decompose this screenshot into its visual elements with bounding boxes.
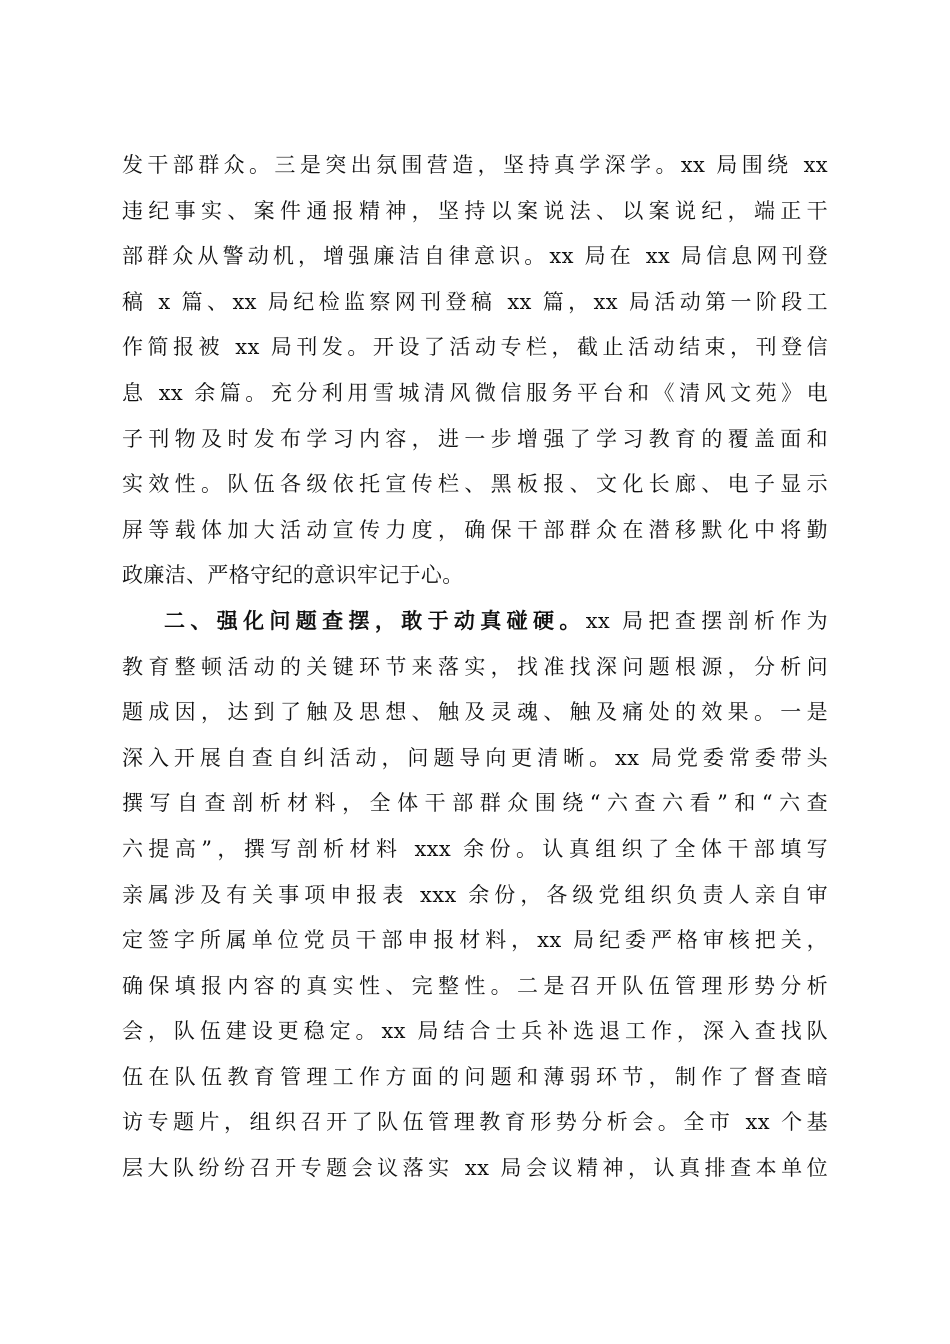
text-line: 稿 x 篇、xx 局纪检监察网刊登稿 xx 篇，xx 局活动第一阶段工	[122, 289, 828, 314]
text-line: 作简报被 xx 局刊发。开设了活动专栏，截止活动结束，刊登信	[122, 335, 828, 360]
text-fragment: xx 局把查摆剖析作为	[585, 608, 828, 633]
text-line: 六提高”，撰写剖析材料 xxx 余份。认真组织了全体干部填写	[122, 836, 828, 861]
text-line: 息 xx 余篇。充分利用雪城清风微信服务平台和《清风文苑》电	[122, 380, 828, 405]
text-line: 深入开展自查自纠活动，问题导向更清晰。xx 局党委常委带头	[122, 745, 828, 770]
text-line: 子刊物及时发布学习内容，进一步增强了学习教育的覆盖面和	[122, 426, 828, 451]
section-heading: 二、强化问题查摆，敢于动真碰硬。	[164, 608, 586, 633]
text-line: 屏等载体加大活动宣传力度，确保干部群众在潜移默化中将勤	[122, 517, 828, 542]
text-line: 题成因，达到了触及思想、触及灵魂、触及痛处的效果。一是	[122, 700, 828, 725]
text-line: 确保填报内容的真实性、完整性。二是召开队伍管理形势分析	[122, 973, 828, 998]
text-line: 亲属涉及有关事项申报表 xxx 余份，各级党组织负责人亲自审	[122, 882, 828, 907]
text-line: 发干部群众。三是突出氛围营造，坚持真学深学。xx 局围绕 xx	[122, 153, 828, 177]
text-line: 教育整顿活动的关键环节来落实，找准找深问题根源，分析问	[122, 654, 828, 679]
text-line: 访专题片，组织召开了队伍管理教育形势分析会。全市 xx 个基	[122, 1110, 828, 1135]
text-line: 撰写自查剖析材料，全体干部群众围绕“六查六看”和“六查	[122, 791, 828, 816]
text-line: 部群众从警动机，增强廉洁自律意识。xx 局在 xx 局信息网刊登	[122, 244, 828, 269]
section-heading-line	[122, 599, 828, 645]
text-line: 实效性。队伍各级依托宣传栏、黑板报、文化长廊、电子显示	[122, 472, 828, 497]
text-line: 定签字所属单位党员干部申报材料，xx 局纪委严格审核把关，	[122, 928, 828, 953]
text-line: 违纪事实、案件通报精神，坚持以案说法、以案说纪，端正干	[122, 198, 828, 223]
text-line: 政廉洁、严格守纪的意识牢记于心。	[122, 563, 464, 588]
body-text	[122, 143, 828, 1192]
text-line: 伍在队伍教育管理工作方面的问题和薄弱环节，制作了督查暗	[122, 1064, 828, 1089]
text-line: 会，队伍建设更稳定。xx 局结合士兵补选退工作，深入查找队	[122, 1019, 828, 1044]
text-line: 层大队纷纷召开专题会议落实 xx 局会议精神，认真排查本单位	[122, 1156, 828, 1181]
